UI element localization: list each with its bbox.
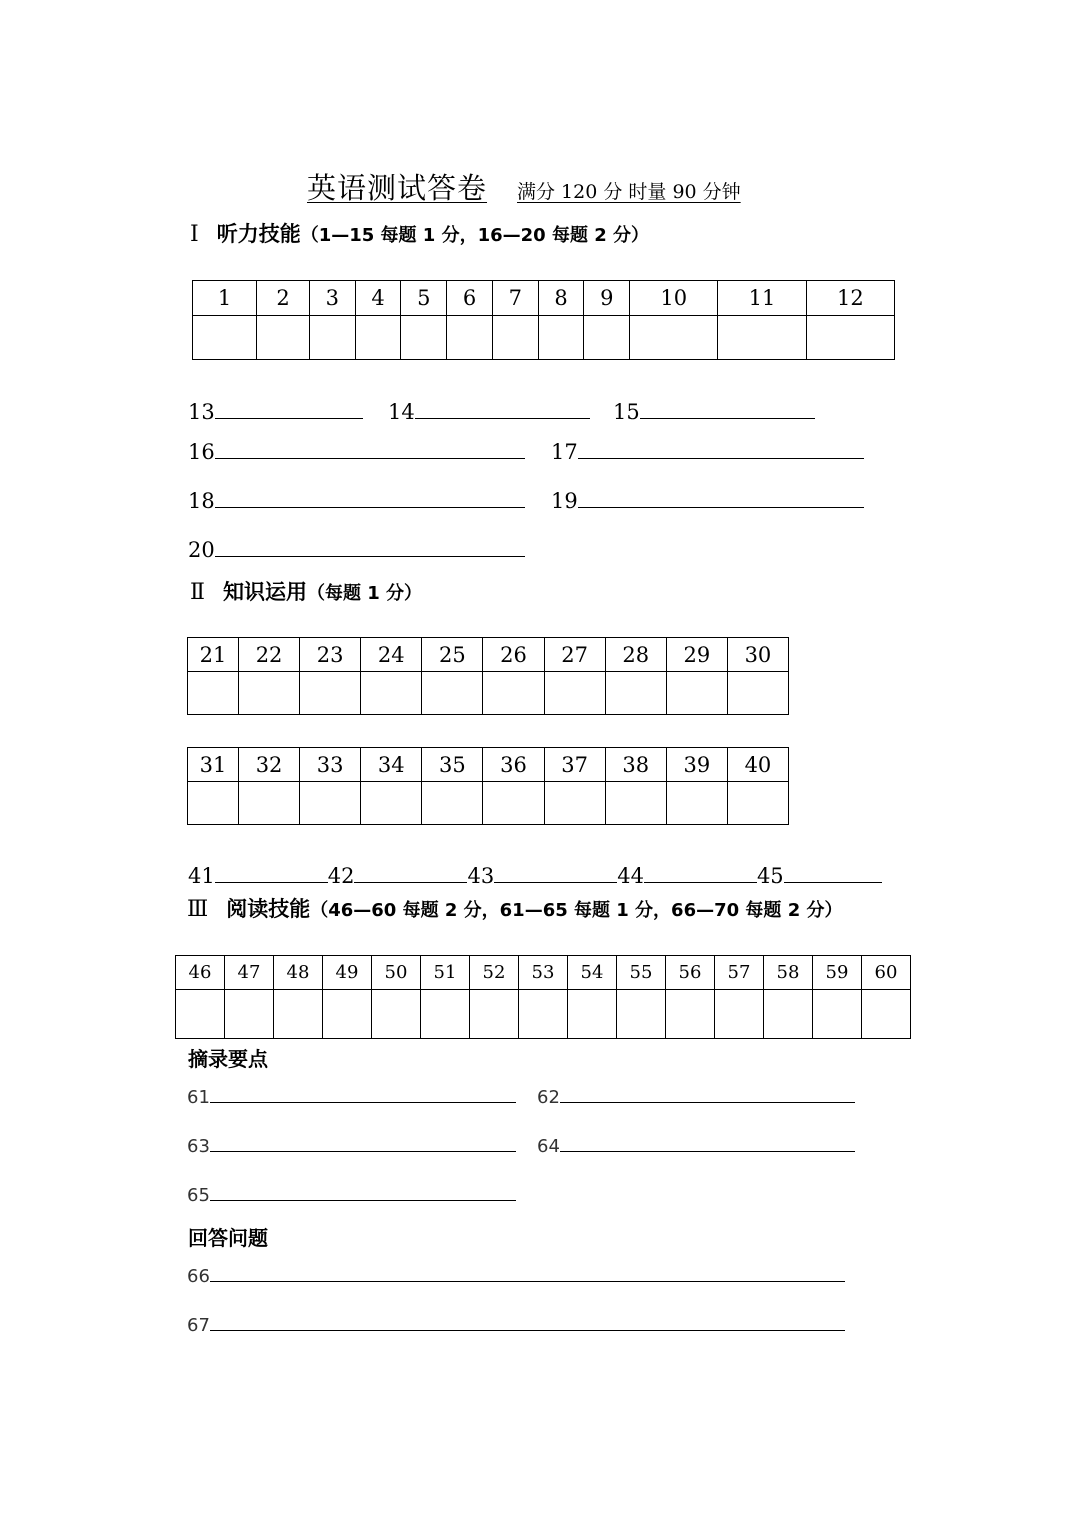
answer-line[interactable] [210,1265,845,1282]
answer-cell[interactable] [630,316,718,360]
grid-header-cell: 22 [239,638,300,672]
blank-number: 63 [187,1136,210,1157]
blank-number: 19 [551,489,578,513]
answer-cell[interactable] [544,672,605,715]
answer-cell[interactable] [401,316,447,360]
blank-67[interactable] [187,1314,845,1337]
answer-line[interactable] [494,864,617,883]
answer-cell[interactable] [239,672,300,715]
blank-62[interactable] [537,1086,855,1109]
grid-header-cell: 52 [470,956,519,990]
answer-cell[interactable] [225,990,274,1039]
grid-header-cell: 10 [630,281,718,316]
grid-header-cell: 25 [422,638,483,672]
answer-cell[interactable] [257,316,310,360]
blank-number: 45 [756,864,784,888]
blank-number: 66 [187,1266,210,1287]
section-1-heading [190,218,649,248]
answer-line[interactable] [415,400,590,419]
answer-cell[interactable] [605,782,666,825]
answer-cell[interactable] [544,782,605,825]
grid-header-cell: 34 [361,748,422,782]
blank-number: 64 [537,1136,560,1157]
section-1-title: 听力技能 [216,222,301,246]
section-3-heading [187,893,842,923]
grid-header-cell: 6 [447,281,493,316]
answer-cell[interactable] [239,782,300,825]
answer-grid-31-40 [187,747,789,825]
answer-cell[interactable] [300,782,361,825]
section-3-note: （46—60 每题 2 分，61—65 每题 1 分，66—70 每题 2 分） [310,900,843,921]
answer-line[interactable] [210,1314,845,1331]
grid-header-cell: 27 [544,638,605,672]
grid-header-cell: 53 [519,956,568,990]
answer-cell[interactable] [422,672,483,715]
section-3-roman: Ⅲ [187,897,209,922]
answer-line[interactable] [354,864,467,883]
grid-header-cell: 2 [257,281,310,316]
blank-14[interactable] [388,400,590,424]
answer-cell[interactable] [361,672,422,715]
answer-line[interactable] [784,864,882,883]
answer-line[interactable] [644,864,757,883]
answer-cell[interactable] [666,672,727,715]
answer-line[interactable] [210,1135,516,1152]
answer-grid-1-12 [192,280,895,360]
answer-cell[interactable] [310,316,356,360]
grid-header-cell: 55 [617,956,666,990]
blank-number: 43 [467,864,495,888]
answer-cell[interactable] [447,316,493,360]
answer-cell[interactable] [764,990,813,1039]
answer-line[interactable] [210,1184,516,1201]
answer-cell[interactable] [483,782,544,825]
blank-number: 65 [187,1185,210,1206]
answer-heading: 回答问题 [188,1226,268,1250]
answer-cell[interactable] [605,672,666,715]
grid-header-cell: 29 [666,638,727,672]
answer-cell[interactable] [355,316,401,360]
grid-header-cell: 40 [727,748,788,782]
grid-header-cell: 60 [862,956,911,990]
answer-cell[interactable] [300,672,361,715]
blank-63[interactable] [187,1135,516,1158]
grid-header-cell: 12 [806,281,894,316]
blank-number: 20 [188,538,215,562]
grid-header-cell: 54 [568,956,617,990]
grid-header-cell: 37 [544,748,605,782]
section-1-roman: Ⅰ [190,222,199,247]
blank-19[interactable] [551,489,864,513]
answer-line[interactable] [215,489,525,508]
section-2-title: 知识运用 [222,580,307,604]
section-2-roman: Ⅱ [190,580,205,605]
grid-header-cell: 51 [421,956,470,990]
page-title [307,166,741,207]
grid-header-cell: 31 [188,748,239,782]
grid-header-cell: 4 [355,281,401,316]
blank-number: 67 [187,1315,210,1336]
title-subtitle: 满分 120 分 时量 90 分钟 [517,181,741,203]
answer-cell[interactable] [727,672,788,715]
grid-header-cell: 38 [605,748,666,782]
answer-cell[interactable] [188,782,239,825]
answer-cell[interactable] [274,990,323,1039]
answer-line[interactable] [560,1135,855,1152]
answer-cell[interactable] [584,316,630,360]
answer-cell[interactable] [421,990,470,1039]
grid-header-cell: 23 [300,638,361,672]
blank-65[interactable] [187,1184,516,1207]
grid-header-cell: 57 [715,956,764,990]
section-3-title: 阅读技能 [226,897,311,921]
answer-cell[interactable] [813,990,862,1039]
answer-line[interactable] [215,538,525,557]
answer-cell[interactable] [176,990,225,1039]
grid-header-cell: 36 [483,748,544,782]
blank-64[interactable] [537,1135,855,1158]
blank-17[interactable] [551,440,864,464]
grid-header-cell: 5 [401,281,447,316]
grid-header-cell: 47 [225,956,274,990]
blank-number: 42 [327,864,355,888]
answer-line[interactable] [560,1086,855,1103]
grid-header-cell: 46 [176,956,225,990]
answer-cell[interactable] [617,990,666,1039]
answer-line[interactable] [640,400,815,419]
grid-header-cell: 26 [483,638,544,672]
answer-grid-46-60 [175,955,911,1039]
blank-number: 15 [613,400,640,424]
answer-cell[interactable] [492,316,538,360]
grid-header-cell: 49 [323,956,372,990]
grid-header-cell: 21 [188,638,239,672]
title-main: 英语测试答卷 [307,171,488,205]
grid-header-cell: 48 [274,956,323,990]
blank-number: 61 [187,1087,210,1108]
grid-header-cell: 30 [727,638,788,672]
answer-line[interactable] [215,864,328,883]
extract-heading: 摘录要点 [188,1047,268,1071]
grid-header-cell: 32 [239,748,300,782]
section-2-heading [190,576,422,606]
blank-number: 17 [551,440,578,464]
grid-header-cell: 24 [361,638,422,672]
answer-cell[interactable] [519,990,568,1039]
answer-cell[interactable] [422,782,483,825]
blank-16[interactable] [188,440,525,464]
grid-header-cell: 58 [764,956,813,990]
answer-cell[interactable] [727,782,788,825]
blank-number: 18 [188,489,215,513]
answer-cell[interactable] [666,782,727,825]
answer-line[interactable] [578,440,864,459]
grid-header-cell: 59 [813,956,862,990]
answer-cell[interactable] [715,990,764,1039]
answer-cell[interactable] [323,990,372,1039]
grid-header-cell: 33 [300,748,361,782]
answer-line[interactable] [215,400,363,419]
answer-cell[interactable] [666,990,715,1039]
answer-cell[interactable] [470,990,519,1039]
blank-18[interactable] [188,489,525,513]
answer-line[interactable] [210,1086,516,1103]
blanks-41-45 [188,864,882,888]
grid-header-cell: 35 [422,748,483,782]
blank-number: 44 [617,864,644,888]
grid-header-cell: 9 [584,281,630,316]
answer-cell[interactable] [538,316,584,360]
section-1-note: （1—15 每题 1 分，16—20 每题 2 分） [300,225,650,246]
answer-cell[interactable] [188,672,239,715]
grid-header-cell: 3 [310,281,356,316]
blank-number: 13 [188,400,215,424]
blank-20[interactable] [188,538,525,562]
blank-61[interactable] [187,1086,516,1109]
answer-line[interactable] [215,440,525,459]
grid-header-cell: 56 [666,956,715,990]
grid-header-cell: 50 [372,956,421,990]
grid-header-cell: 7 [492,281,538,316]
answer-cell[interactable] [718,316,806,360]
answer-cell[interactable] [361,782,422,825]
blank-15[interactable] [613,400,815,424]
answer-line[interactable] [578,489,864,508]
answer-cell[interactable] [193,316,257,360]
answer-grid-21-30 [187,637,789,715]
answer-cell[interactable] [483,672,544,715]
blank-number: 16 [188,440,215,464]
grid-header-cell: 28 [605,638,666,672]
blank-13[interactable] [188,400,363,424]
grid-header-cell: 39 [666,748,727,782]
blank-number: 14 [388,400,415,424]
grid-header-cell: 8 [538,281,584,316]
answer-cell[interactable] [372,990,421,1039]
answer-cell[interactable] [862,990,911,1039]
answer-cell[interactable] [806,316,894,360]
blank-number: 62 [537,1087,560,1108]
section-2-note: （每题 1 分） [306,583,423,604]
grid-header-cell: 11 [718,281,806,316]
answer-cell[interactable] [568,990,617,1039]
blank-number: 41 [188,864,215,888]
grid-header-cell: 1 [193,281,257,316]
blank-66[interactable] [187,1265,845,1288]
